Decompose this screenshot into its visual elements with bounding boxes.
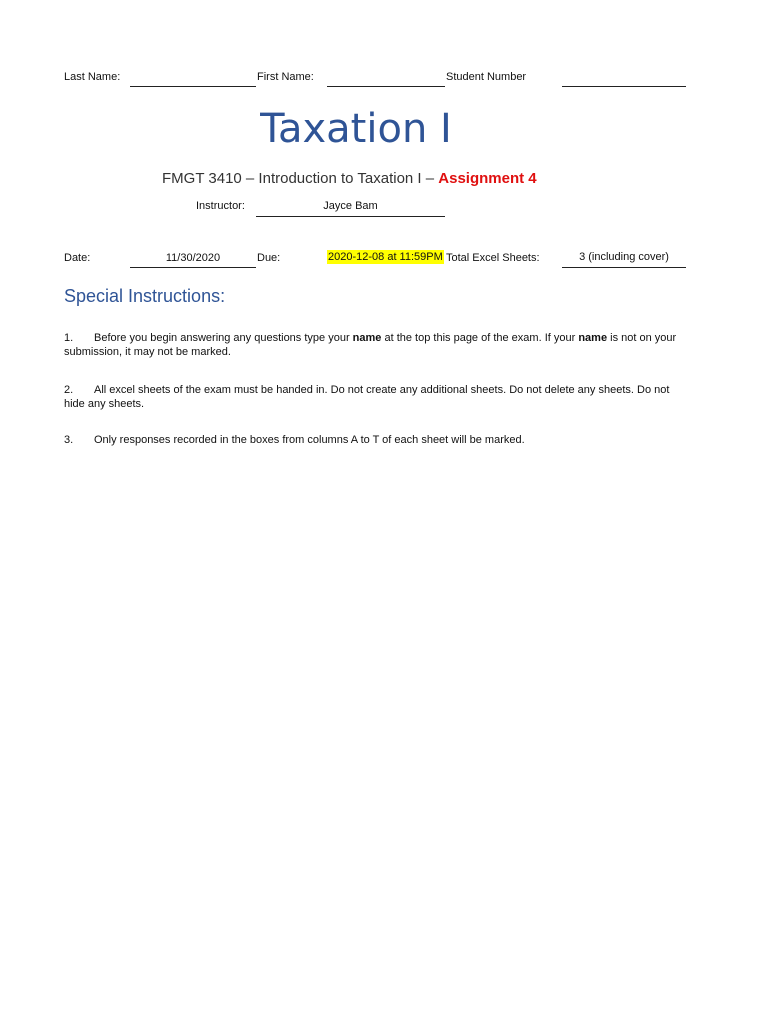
first-name-label: First Name: xyxy=(257,71,314,83)
total-sheets-value: 3 (including cover) xyxy=(579,251,669,263)
instruction-number: 1. xyxy=(64,332,74,344)
course-subtitle xyxy=(162,170,537,187)
instruction-number: 2. xyxy=(64,384,74,396)
due-label: Due: xyxy=(257,252,281,264)
instructor-value: Jayce Bam xyxy=(323,200,378,212)
student-number-label: Student Number xyxy=(446,71,527,83)
instruction-number: 3. xyxy=(64,434,74,446)
due-value: 2020-12-08 at 11:59PM xyxy=(328,251,443,263)
document-title: Taxation I xyxy=(260,106,452,152)
total-sheets-field xyxy=(562,267,686,268)
instructor-label: Instructor: xyxy=(196,200,245,212)
student-number-field[interactable] xyxy=(562,86,686,87)
instruction-item-3: 3. Only responses recorded in the boxes from columns A to T of each sheet will be marked. xyxy=(64,434,525,446)
first-name-field[interactable] xyxy=(327,86,445,87)
date-value: 11/30/2020 xyxy=(165,252,221,264)
course-name: FMGT 3410 – Introduction to Taxation I – xyxy=(162,170,435,187)
instruction-item-2: 2. All excel sheets of the exam must be handed in. Do not create any additional sheets. Do not delete any sheets. Do not hide any sheets. xyxy=(64,384,670,410)
date-label: Date: xyxy=(64,252,91,264)
assignment-label: Assignment 4 xyxy=(438,170,537,187)
total-sheets-label: Total Excel Sheets: xyxy=(446,252,540,264)
last-name-field[interactable] xyxy=(130,86,256,87)
last-name-label: Last Name: xyxy=(64,71,121,83)
special-instructions-heading: Special Instructions: xyxy=(64,286,226,306)
instructor-field xyxy=(256,216,445,217)
date-field xyxy=(130,267,256,268)
instruction-item-1: 1. Before you begin answering any questions type your name at the top this page of the exam. If your name is not on your submission, it may not be marked. xyxy=(64,332,677,358)
